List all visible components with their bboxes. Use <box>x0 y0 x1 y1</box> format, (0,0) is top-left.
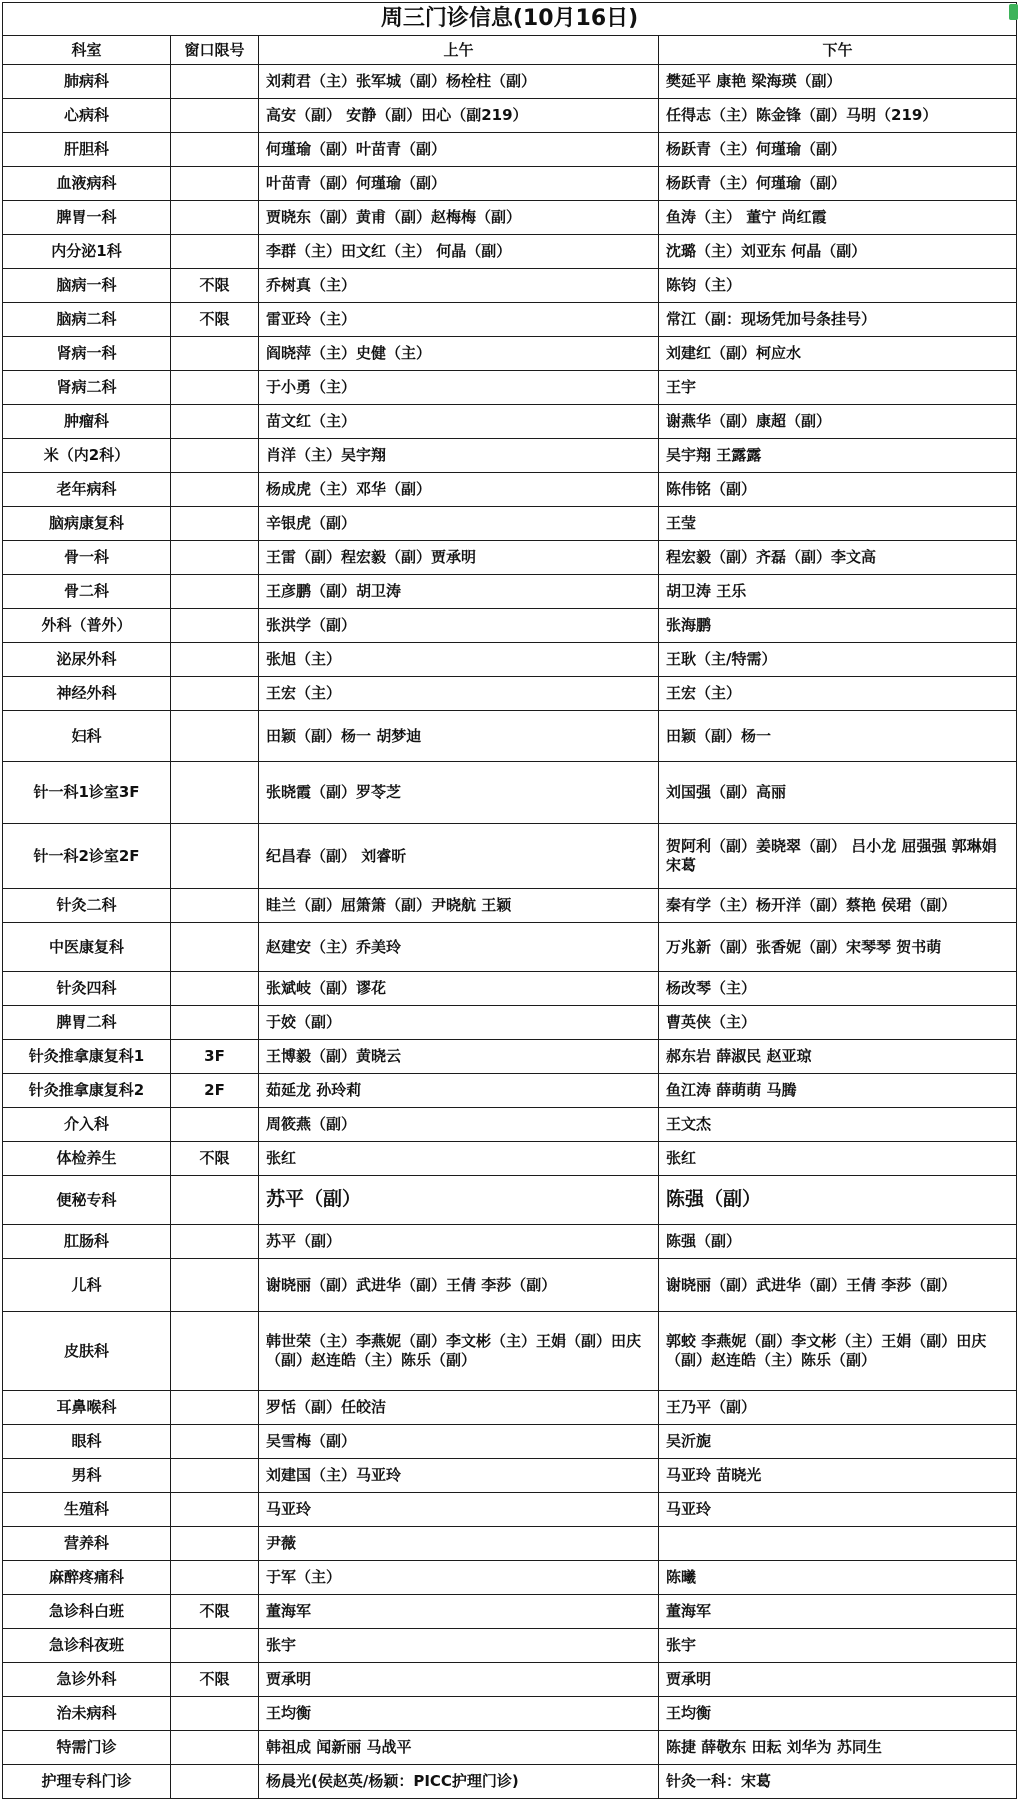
cell-afternoon: 鱼江涛 薛萌萌 马腾 <box>659 1074 1017 1108</box>
cell-dept: 急诊科夜班 <box>3 1629 171 1663</box>
cell-dept: 麻醉疼痛科 <box>3 1561 171 1595</box>
header-dept: 科室 <box>3 36 171 65</box>
cell-limit <box>171 923 259 972</box>
cell-morning: 王彦鹏（副）胡卫涛 <box>259 575 659 609</box>
table-row <box>3 541 1017 575</box>
table-row <box>3 1425 1017 1459</box>
cell-morning: 韩世荣（主）李燕妮（副）李文彬（主）王娟（副）田庆（副）赵连皓（主）陈乐（副） <box>259 1312 659 1391</box>
header-row <box>3 36 1017 65</box>
cell-limit <box>171 1312 259 1391</box>
cell-morning: 尹薇 <box>259 1527 659 1561</box>
table-row <box>3 303 1017 337</box>
cell-dept: 男科 <box>3 1459 171 1493</box>
cell-afternoon: 胡卫涛 王乐 <box>659 575 1017 609</box>
cell-morning: 杨成虎（主）邓华（副） <box>259 473 659 507</box>
cell-dept: 介入科 <box>3 1108 171 1142</box>
cell-afternoon: 郝东岩 薛淑民 赵亚琼 <box>659 1040 1017 1074</box>
cell-dept: 针灸推拿康复科2 <box>3 1074 171 1108</box>
table-row <box>3 609 1017 643</box>
clinic-schedule-table <box>2 2 1017 1799</box>
cell-dept: 脑病二科 <box>3 303 171 337</box>
cell-dept: 眼科 <box>3 1425 171 1459</box>
table-row <box>3 575 1017 609</box>
cell-morning: 田颖（副）杨一 胡梦迪 <box>259 711 659 762</box>
table-row <box>3 762 1017 824</box>
cell-dept: 针灸推拿康复科1 <box>3 1040 171 1074</box>
cell-afternoon: 王文杰 <box>659 1108 1017 1142</box>
header-afternoon: 下午 <box>659 36 1017 65</box>
cell-limit: 不限 <box>171 1595 259 1629</box>
cell-morning: 刘建国（主）马亚玲 <box>259 1459 659 1493</box>
cell-dept: 皮肤科 <box>3 1312 171 1391</box>
cell-dept: 急诊科白班 <box>3 1595 171 1629</box>
cell-dept: 护理专科门诊 <box>3 1765 171 1799</box>
cell-afternoon: 吴沂旎 <box>659 1425 1017 1459</box>
cell-dept: 骨二科 <box>3 575 171 609</box>
cell-dept: 中医康复科 <box>3 923 171 972</box>
cell-morning: 张洪学（副） <box>259 609 659 643</box>
table-row <box>3 405 1017 439</box>
table-row <box>3 1731 1017 1765</box>
cell-morning: 肖洋（主）吴宇翔 <box>259 439 659 473</box>
cell-limit <box>171 1006 259 1040</box>
table-row <box>3 677 1017 711</box>
table-row <box>3 439 1017 473</box>
cell-morning: 王均衡 <box>259 1697 659 1731</box>
table-row <box>3 1765 1017 1799</box>
cell-afternoon: 吴宇翔 王露露 <box>659 439 1017 473</box>
cell-limit <box>171 1765 259 1799</box>
cell-morning: 眭兰（副）屈箫箫（副）尹晓航 王颖 <box>259 889 659 923</box>
table-row <box>3 643 1017 677</box>
cell-dept: 老年病科 <box>3 473 171 507</box>
table-row <box>3 1697 1017 1731</box>
cell-afternoon: 王耿（主/特需） <box>659 643 1017 677</box>
cell-afternoon: 刘国强（副）高丽 <box>659 762 1017 824</box>
cell-limit <box>171 1493 259 1527</box>
cell-dept: 针一科2诊室2F <box>3 824 171 889</box>
cell-afternoon: 杨跃青（主）何瑾瑜（副） <box>659 167 1017 201</box>
cell-morning: 马亚玲 <box>259 1493 659 1527</box>
table-row <box>3 1663 1017 1697</box>
cell-morning: 王宏（主） <box>259 677 659 711</box>
cell-afternoon: 陈强（副） <box>659 1225 1017 1259</box>
cell-afternoon: 贾承明 <box>659 1663 1017 1697</box>
table-row <box>3 269 1017 303</box>
cell-morning: 苏平（副） <box>259 1225 659 1259</box>
cell-limit: 2F <box>171 1074 259 1108</box>
cell-dept: 心病科 <box>3 99 171 133</box>
table-row <box>3 337 1017 371</box>
cell-afternoon: 董海军 <box>659 1595 1017 1629</box>
cell-afternoon: 陈强（副） <box>659 1176 1017 1225</box>
cell-afternoon: 马亚玲 <box>659 1493 1017 1527</box>
cell-limit: 3F <box>171 1040 259 1074</box>
cell-morning: 董海军 <box>259 1595 659 1629</box>
cell-limit <box>171 1391 259 1425</box>
cell-morning: 王博毅（副）黄晓云 <box>259 1040 659 1074</box>
cell-afternoon: 陈钧（主） <box>659 269 1017 303</box>
cell-limit <box>171 1108 259 1142</box>
cell-limit <box>171 1425 259 1459</box>
cell-dept: 便秘专科 <box>3 1176 171 1225</box>
cell-morning: 雷亚玲（主） <box>259 303 659 337</box>
cell-dept: 耳鼻喉科 <box>3 1391 171 1425</box>
cell-limit <box>171 541 259 575</box>
cell-dept: 骨一科 <box>3 541 171 575</box>
cell-limit <box>171 235 259 269</box>
cell-limit <box>171 1561 259 1595</box>
cell-limit: 不限 <box>171 269 259 303</box>
cell-limit <box>171 1629 259 1663</box>
cell-limit <box>171 643 259 677</box>
cell-limit <box>171 1731 259 1765</box>
cell-afternoon: 任得志（主）陈金锋（副）马明（219） <box>659 99 1017 133</box>
table-row <box>3 507 1017 541</box>
cell-morning: 阎晓萍（主）史健（主） <box>259 337 659 371</box>
cell-dept: 外科（普外） <box>3 609 171 643</box>
cell-morning: 张宇 <box>259 1629 659 1663</box>
cell-limit <box>171 201 259 235</box>
table-head <box>3 3 1017 65</box>
cell-afternoon: 陈捷 薛敬东 田耘 刘华为 苏同生 <box>659 1731 1017 1765</box>
table-row <box>3 1006 1017 1040</box>
cell-dept: 肝胆科 <box>3 133 171 167</box>
cell-dept: 儿科 <box>3 1259 171 1312</box>
table-row <box>3 1142 1017 1176</box>
cell-morning: 张斌岐（副）谬花 <box>259 972 659 1006</box>
cell-afternoon: 万兆新（副）张香妮（副）宋琴琴 贺书萌 <box>659 923 1017 972</box>
cell-morning: 张晓霞（副）罗苓芝 <box>259 762 659 824</box>
table-row <box>3 133 1017 167</box>
table-row <box>3 1312 1017 1391</box>
cell-limit: 不限 <box>171 1663 259 1697</box>
table-row <box>3 1561 1017 1595</box>
table-row <box>3 889 1017 923</box>
cell-limit <box>171 1259 259 1312</box>
cell-dept: 针灸二科 <box>3 889 171 923</box>
cell-limit <box>171 99 259 133</box>
cell-limit <box>171 405 259 439</box>
cell-limit <box>171 371 259 405</box>
cell-limit <box>171 65 259 99</box>
table-row <box>3 1176 1017 1225</box>
cell-morning: 何瑾瑜（副）叶苗青（副） <box>259 133 659 167</box>
cell-morning: 于小勇（主） <box>259 371 659 405</box>
table-row <box>3 711 1017 762</box>
schedule-table-body <box>3 65 1017 1799</box>
cell-afternoon: 马亚玲 苗晓光 <box>659 1459 1017 1493</box>
cell-afternoon: 王均衡 <box>659 1697 1017 1731</box>
cell-afternoon: 田颖（副）杨一 <box>659 711 1017 762</box>
cell-dept: 特需门诊 <box>3 1731 171 1765</box>
table-row <box>3 201 1017 235</box>
cell-morning: 贾承明 <box>259 1663 659 1697</box>
cell-dept: 血液病科 <box>3 167 171 201</box>
page-title: 周三门诊信息(10月16日) <box>3 3 1017 36</box>
header-window-limit: 窗口限号 <box>171 36 259 65</box>
cell-dept: 米（内2科） <box>3 439 171 473</box>
table-row <box>3 1259 1017 1312</box>
cell-morning: 辛银虎（副） <box>259 507 659 541</box>
cell-limit <box>171 711 259 762</box>
cell-afternoon: 秦有学（主）杨开洋（副）蔡艳 侯珺（副） <box>659 889 1017 923</box>
cell-morning: 韩祖成 闻新丽 马战平 <box>259 1731 659 1765</box>
cell-afternoon: 常江（副：现场凭加号条挂号） <box>659 303 1017 337</box>
table-row <box>3 1108 1017 1142</box>
table-row <box>3 65 1017 99</box>
cell-afternoon: 针灸一科：宋葛 <box>659 1765 1017 1799</box>
cell-afternoon: 郭蛟 李燕妮（副）李文彬（主）王娟（副）田庆（副）赵连皓（主）陈乐（副） <box>659 1312 1017 1391</box>
cell-morning: 乔树真（主） <box>259 269 659 303</box>
cell-morning: 纪昌春（副） 刘睿昕 <box>259 824 659 889</box>
cell-afternoon: 贺阿利（副）姜晓翠（副） 吕小龙 屈强强 郭琳娟 宋葛 <box>659 824 1017 889</box>
cell-afternoon: 王莹 <box>659 507 1017 541</box>
cell-limit <box>171 439 259 473</box>
cell-limit <box>171 1459 259 1493</box>
cell-afternoon: 陈曦 <box>659 1561 1017 1595</box>
cell-dept: 脑病康复科 <box>3 507 171 541</box>
cell-afternoon: 樊延平 康艳 梁海瑛（副） <box>659 65 1017 99</box>
cell-morning: 于姣（副） <box>259 1006 659 1040</box>
cell-limit <box>171 1176 259 1225</box>
table-row <box>3 1629 1017 1663</box>
cell-dept: 神经外科 <box>3 677 171 711</box>
cell-dept: 脾胃一科 <box>3 201 171 235</box>
cell-afternoon: 程宏毅（副）齐磊（副）李文高 <box>659 541 1017 575</box>
cell-limit <box>171 762 259 824</box>
cell-dept: 泌尿外科 <box>3 643 171 677</box>
cell-dept: 妇科 <box>3 711 171 762</box>
cell-afternoon: 陈伟铭（副） <box>659 473 1017 507</box>
cell-limit <box>171 337 259 371</box>
cell-dept: 治未病科 <box>3 1697 171 1731</box>
cell-limit <box>171 133 259 167</box>
cell-afternoon: 曹英侠（主） <box>659 1006 1017 1040</box>
cell-dept: 肺病科 <box>3 65 171 99</box>
cell-dept: 营养科 <box>3 1527 171 1561</box>
cell-afternoon: 张红 <box>659 1142 1017 1176</box>
cell-morning: 茹延龙 孙玲莉 <box>259 1074 659 1108</box>
cell-dept: 肾病一科 <box>3 337 171 371</box>
cell-dept: 脑病一科 <box>3 269 171 303</box>
table-row <box>3 167 1017 201</box>
table-row <box>3 473 1017 507</box>
cell-morning: 高安（副） 安静（副）田心（副219） <box>259 99 659 133</box>
cell-limit <box>171 972 259 1006</box>
cell-morning: 叶苗青（副）何瑾瑜（副） <box>259 167 659 201</box>
cell-limit: 不限 <box>171 303 259 337</box>
cell-morning: 杨晨光(侯赵英/杨颖：PICC护理门诊) <box>259 1765 659 1799</box>
header-morning: 上午 <box>259 36 659 65</box>
table-row <box>3 824 1017 889</box>
cell-afternoon: 沈璐（主）刘亚东 何晶（副） <box>659 235 1017 269</box>
cell-dept: 针灸四科 <box>3 972 171 1006</box>
cell-morning: 苗文红（主） <box>259 405 659 439</box>
table-row <box>3 1391 1017 1425</box>
cell-limit <box>171 1225 259 1259</box>
cell-dept: 生殖科 <box>3 1493 171 1527</box>
table-row <box>3 235 1017 269</box>
cell-dept: 肛肠科 <box>3 1225 171 1259</box>
cell-morning: 王雷（副）程宏毅（副）贾承明 <box>259 541 659 575</box>
cell-afternoon: 杨跃青（主）何瑾瑜（副） <box>659 133 1017 167</box>
cell-morning: 张红 <box>259 1142 659 1176</box>
cell-limit <box>171 473 259 507</box>
cell-limit <box>171 609 259 643</box>
table-row <box>3 1595 1017 1629</box>
table-row <box>3 1459 1017 1493</box>
cell-afternoon: 刘建红（副）柯应水 <box>659 337 1017 371</box>
cell-afternoon: 王宇 <box>659 371 1017 405</box>
cell-morning: 刘莉君（主）张军城（副）杨栓柱（副） <box>259 65 659 99</box>
table-row <box>3 1074 1017 1108</box>
cell-afternoon: 谢晓丽（副）武进华（副）王倩 李莎（副） <box>659 1259 1017 1312</box>
cell-afternoon: 杨改琴（主） <box>659 972 1017 1006</box>
cell-morning: 赵建安（主）乔美玲 <box>259 923 659 972</box>
cell-dept: 内分泌1科 <box>3 235 171 269</box>
title-row <box>3 3 1017 36</box>
cell-limit <box>171 677 259 711</box>
cell-dept: 肾病二科 <box>3 371 171 405</box>
cell-afternoon: 谢燕华（副）康超（副） <box>659 405 1017 439</box>
cell-morning: 张旭（主） <box>259 643 659 677</box>
cell-morning: 李群（主）田文红（主） 何晶（副） <box>259 235 659 269</box>
cell-dept: 急诊外科 <box>3 1663 171 1697</box>
cell-limit <box>171 889 259 923</box>
cell-morning: 贾晓东（副）黄甫（副）赵梅梅（副） <box>259 201 659 235</box>
cell-morning: 罗恬（副）任皎洁 <box>259 1391 659 1425</box>
cell-limit <box>171 1527 259 1561</box>
cell-dept: 肿瘤科 <box>3 405 171 439</box>
table-row <box>3 972 1017 1006</box>
table-row <box>3 1225 1017 1259</box>
cell-morning: 周筱燕（副） <box>259 1108 659 1142</box>
cell-morning: 吴雪梅（副） <box>259 1425 659 1459</box>
cell-dept: 体检养生 <box>3 1142 171 1176</box>
table-row <box>3 923 1017 972</box>
table-row <box>3 99 1017 133</box>
table-row <box>3 1040 1017 1074</box>
cell-limit <box>171 575 259 609</box>
cell-afternoon: 鱼涛（主） 董宁 尚红霞 <box>659 201 1017 235</box>
cell-limit: 不限 <box>171 1142 259 1176</box>
table-row <box>3 1493 1017 1527</box>
cell-morning: 谢晓丽（副）武进华（副）王倩 李莎（副） <box>259 1259 659 1312</box>
table-row <box>3 371 1017 405</box>
cell-limit <box>171 1697 259 1731</box>
cell-afternoon: 张宇 <box>659 1629 1017 1663</box>
cell-afternoon <box>659 1527 1017 1561</box>
cell-limit <box>171 507 259 541</box>
cell-limit <box>171 824 259 889</box>
cell-afternoon: 王宏（主） <box>659 677 1017 711</box>
cell-morning: 于军（主） <box>259 1561 659 1595</box>
table-row <box>3 1527 1017 1561</box>
corner-green-mark <box>1009 4 1018 20</box>
cell-dept: 针一科1诊室3F <box>3 762 171 824</box>
cell-dept: 脾胃二科 <box>3 1006 171 1040</box>
cell-afternoon: 王乃平（副） <box>659 1391 1017 1425</box>
cell-limit <box>171 167 259 201</box>
cell-morning: 苏平（副） <box>259 1176 659 1225</box>
cell-afternoon: 张海鹏 <box>659 609 1017 643</box>
